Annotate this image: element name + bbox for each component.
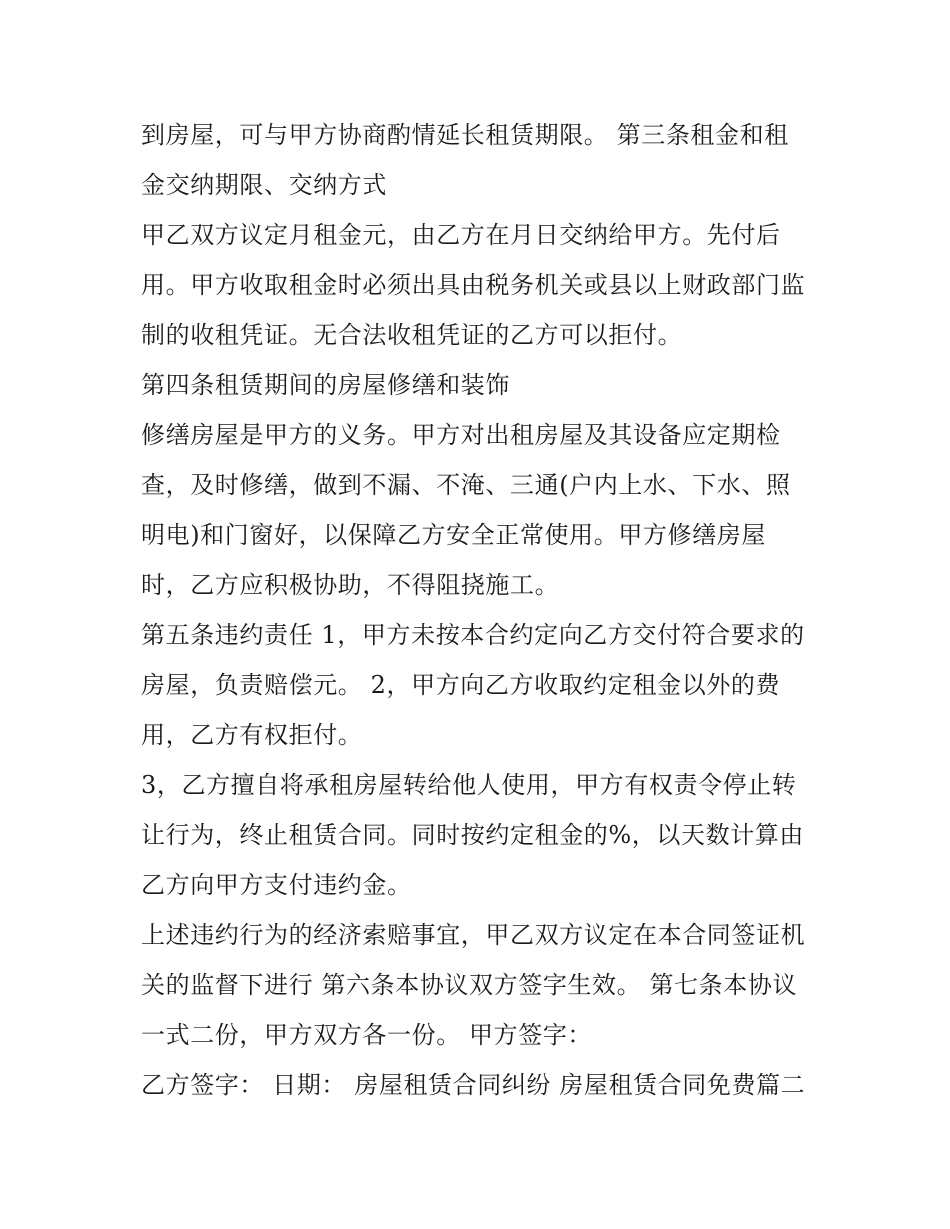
text-line: 让行为，终止租赁合同。同时按约定租金的%，以天数计算由 — [141, 821, 805, 849]
text-line: 用。甲方收取租金时必须出具由税务机关或县以上财政部门监 — [141, 271, 806, 299]
text-line: 一式二份，甲方双方各一份。 甲方签字： — [141, 1021, 593, 1049]
text-line: 第五条违约责任 1，甲方未按本合约定向乙方交付符合要求的 — [141, 621, 805, 649]
text-line: 关的监督下进行 第六条本协议双方签字生效。 第七条本协议 — [141, 971, 798, 999]
text-line: 查，及时修缮，做到不漏、不淹、三通(户内上水、下水、照 — [141, 471, 791, 499]
text-line: 明电)和门窗好，以保障乙方安全正常使用。甲方修缮房屋 — [141, 521, 766, 549]
section-heading: 第四条租赁期间的房屋修缮和装饰 — [141, 371, 510, 399]
text-line: 房屋，负责赔偿元。 2，甲方向乙方收取约定租金以外的费 — [141, 671, 781, 699]
text-line: 甲乙双方议定月租金元，由乙方在月日交纳给甲方。先付后 — [141, 221, 781, 249]
text-line: 乙方向甲方支付违约金。 — [141, 871, 412, 899]
text-line: 到房屋，可与甲方协商酌情延长租赁期限。 第三条租金和租 — [141, 121, 789, 149]
text-line: 乙方签字： 日期： 房屋租赁合同纠纷 房屋租赁合同免费篇二 — [141, 1071, 806, 1099]
text-line: 用，乙方有权拒付。 — [141, 721, 363, 749]
text-line: 金交纳期限、交纳方式 — [141, 171, 387, 199]
text-line: 时，乙方应积极协助，不得阻挠施工。 — [141, 571, 560, 599]
document-body — [141, 110, 821, 1110]
text-line: 3，乙方擅自将承租房屋转给他人使用，甲方有权责令停止转 — [141, 771, 797, 799]
text-line: 修缮房屋是甲方的义务。甲方对出租房屋及其设备应定期检 — [141, 421, 781, 449]
text-line: 制的收租凭证。无合法收租凭证的乙方可以拒付。 — [141, 321, 683, 349]
text-line: 上述违约行为的经济索赔事宜，甲乙双方议定在本合同签证机 — [141, 921, 806, 949]
